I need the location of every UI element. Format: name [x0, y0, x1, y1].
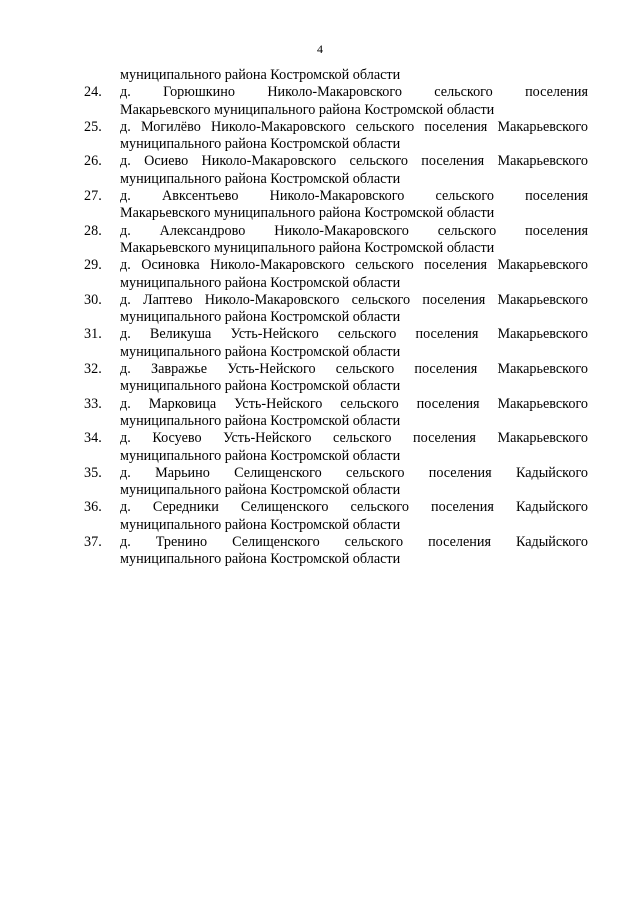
item-number: 27.	[84, 188, 102, 205]
list-item	[84, 188, 588, 223]
list-item	[84, 257, 588, 292]
list-item	[84, 119, 588, 154]
item-text-continuation: Макарьевского муниципального района Костромской области	[120, 239, 495, 256]
item-number: 28.	[84, 222, 102, 239]
settlement-list	[84, 67, 588, 569]
item-text-continuation: Макарьевского муниципального района Костромской области	[120, 205, 495, 222]
item-text-continuation: муниципального района Костромской области	[120, 343, 401, 360]
list-item	[84, 292, 588, 327]
item-number: 30.	[84, 291, 102, 308]
item-text: д. Середники Селищенского сельского поселения Кадыйского	[120, 499, 588, 516]
item-text-continuation: муниципального района Костромской области	[120, 516, 401, 533]
item-text-continuation: муниципального района Костромской области	[120, 136, 401, 153]
item-number: 36.	[84, 499, 102, 516]
item-text-continuation: муниципального района Костромской области	[120, 482, 401, 499]
item-text: д. Могилёво Николо-Макаровского сельского поселения Макарьевского	[120, 118, 588, 135]
list-item	[84, 361, 588, 396]
item-text: д. Тренино Селищенского сельского поселения Кадыйского	[120, 534, 588, 551]
list-item	[84, 223, 588, 258]
list-item	[84, 534, 588, 569]
list-item	[84, 84, 588, 119]
item-text: д. Горюшкино Николо-Макаровского сельского поселения	[120, 84, 588, 101]
list-item	[84, 396, 588, 431]
item-number: 25.	[84, 118, 102, 135]
item-text: д. Великуша Усть-Нейского сельского поселения Макарьевского	[120, 326, 588, 343]
item-text: д. Завражье Усть-Нейского сельского поселения Макарьевского	[120, 361, 588, 378]
item-number: 32.	[84, 361, 102, 378]
list-item	[84, 430, 588, 465]
item-number: 29.	[84, 257, 102, 274]
item-text-continuation: муниципального района Костромской области	[120, 309, 401, 326]
item-text-continuation: муниципального района Костромской области	[120, 412, 401, 429]
item-text: д. Осиево Николо-Макаровского сельского поселения Макарьевского	[120, 153, 588, 170]
item-number: 24.	[84, 84, 102, 101]
list-item-continuation: муниципального района Костромской области	[120, 67, 401, 83]
item-text: д. Косуево Усть-Нейского сельского поселения Макарьевского	[120, 430, 588, 447]
item-number: 34.	[84, 430, 102, 447]
item-text: д. Марковица Усть-Нейского сельского поселения Макарьевского	[120, 395, 588, 412]
list-item	[84, 499, 588, 534]
item-number: 31.	[84, 326, 102, 343]
item-text: д. Марьино Селищенского сельского поселения Кадыйского	[120, 464, 588, 481]
item-text-continuation: муниципального района Костромской области	[120, 170, 401, 187]
item-text-continuation: муниципального района Костромской области	[120, 274, 401, 291]
list-item	[84, 153, 588, 188]
item-text-continuation: муниципального района Костромской области	[120, 447, 401, 464]
item-number: 37.	[84, 534, 102, 551]
page-number: 4	[317, 42, 323, 56]
item-text: д. Лаптево Николо-Макаровского сельского поселения Макарьевского	[120, 291, 588, 308]
item-text-continuation: муниципального района Костромской области	[120, 378, 401, 395]
item-number: 35.	[84, 464, 102, 481]
item-text: д. Авксентьево Николо-Макаровского сельского поселения	[120, 188, 588, 205]
item-text: д. Осиновка Николо-Макаровского сельского поселения Макарьевского	[120, 257, 588, 274]
item-number: 26.	[84, 153, 102, 170]
item-text-continuation: Макарьевского муниципального района Костромской области	[120, 101, 495, 118]
item-text-continuation: муниципального района Костромской области	[120, 551, 401, 568]
item-text: д. Александрово Николо-Макаровского сельского поселения	[120, 222, 588, 239]
list-item	[84, 465, 588, 500]
item-number: 33.	[84, 395, 102, 412]
list-item	[84, 326, 588, 361]
